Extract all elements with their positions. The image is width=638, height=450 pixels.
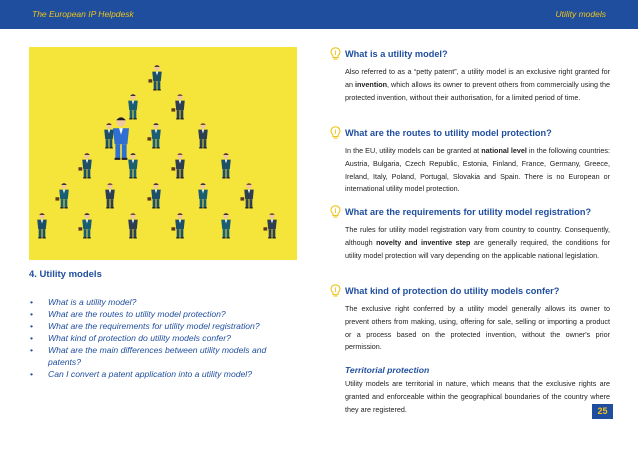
business-pyramid-illustration <box>29 47 297 260</box>
lightbulb-icon <box>330 284 341 298</box>
faq-answer: Also referred to as a “petty patent”, a utility model is an exclusive right granted for an invention, which allows its owner to prevent others from commercially using the protected invention, without their authorisation, for a limited period of time. <box>345 67 610 102</box>
list-item: • Can I convert a patent application into a utility model? <box>30 369 252 379</box>
faq-answer: The rules for utility model registration vary from country to country. Consequently, although novelty and inventive step are generally required, the conditions for utility model protection will vary depending on the applicable national legislation. <box>345 225 611 260</box>
business-person-figure <box>240 183 253 209</box>
faq-question-title: What kind of protection do utility models confer? <box>345 286 560 296</box>
business-person-figure <box>128 153 138 179</box>
business-person-figure <box>198 183 208 209</box>
list-item: • What are the main differences between utility models and patents? <box>30 345 267 367</box>
header-chapter-title: Utility models <box>555 9 606 19</box>
list-item: • What is a utility model? <box>30 297 137 307</box>
faq-content <box>330 48 610 417</box>
faq-section-what-is <box>330 48 610 127</box>
list-item: • What are the requirements for utility model registration? <box>30 321 260 331</box>
business-person-figure <box>147 123 160 149</box>
faq-section-protection <box>330 285 610 417</box>
faq-answer: The exclusive right conferred by a utility model generally allows its owner to prevent others from making, using, offering for sale, selling or importing a product or a process based on the protected invention, without the owner's prior permission. <box>345 304 610 352</box>
faq-answer: Utility models are territorial in nature, which means that the exclusive rights are granted and enforceable within the geographical boundaries of the country where they are registered. <box>345 379 610 414</box>
question-list <box>29 296 294 380</box>
faq-question-title: What are the routes to utility model protection? <box>345 128 552 138</box>
business-person-figure <box>148 65 161 91</box>
business-person-figure <box>221 213 231 239</box>
faq-question-title: What are the requirements for utility model registration? <box>345 207 592 217</box>
page-number: 25 <box>592 404 613 419</box>
business-person-figure <box>221 153 231 179</box>
header-publication-title: The European IP Helpdesk <box>32 9 134 19</box>
faq-question-title: What is a utility model? <box>345 49 448 59</box>
faq-answer: In the EU, utility models can be granted at national level in the following countries: Austria, Bulgaria, Czech Republic, Estonia, Finland, France, Germany, Greece, Ireland, Italy, Poland, Portugal, Slovakia and Spain. There is no European or international utility model protection. <box>345 146 610 194</box>
territorial-protection-heading: Territorial protection <box>345 365 430 376</box>
list-item: • What are the routes to utility model protection? <box>30 309 226 319</box>
list-item: • What kind of protection do utility models confer? <box>30 333 231 343</box>
business-person-figure <box>78 153 91 179</box>
business-person-figure <box>263 213 276 239</box>
business-person-figure <box>113 117 129 160</box>
business-person-figure <box>128 213 138 239</box>
business-person-figure <box>171 213 184 239</box>
business-person-figure <box>78 213 91 239</box>
business-person-figure <box>171 94 184 120</box>
lightbulb-icon <box>330 205 341 219</box>
business-person-figure <box>128 94 138 120</box>
faq-section-requirements <box>330 206 610 285</box>
chapter-heading: 4. Utility models <box>29 269 102 280</box>
faq-section-routes <box>330 127 610 206</box>
business-person-figure <box>198 123 208 149</box>
business-person-figure <box>104 123 114 149</box>
business-person-figure <box>105 183 115 209</box>
business-person-figure <box>171 153 184 179</box>
lightbulb-icon <box>330 47 341 61</box>
business-person-figure <box>147 183 160 209</box>
header-bar <box>0 0 638 29</box>
business-person-figure <box>37 213 47 239</box>
business-person-figure <box>55 183 68 209</box>
lightbulb-icon <box>330 126 341 140</box>
chapter-contents <box>29 269 294 380</box>
